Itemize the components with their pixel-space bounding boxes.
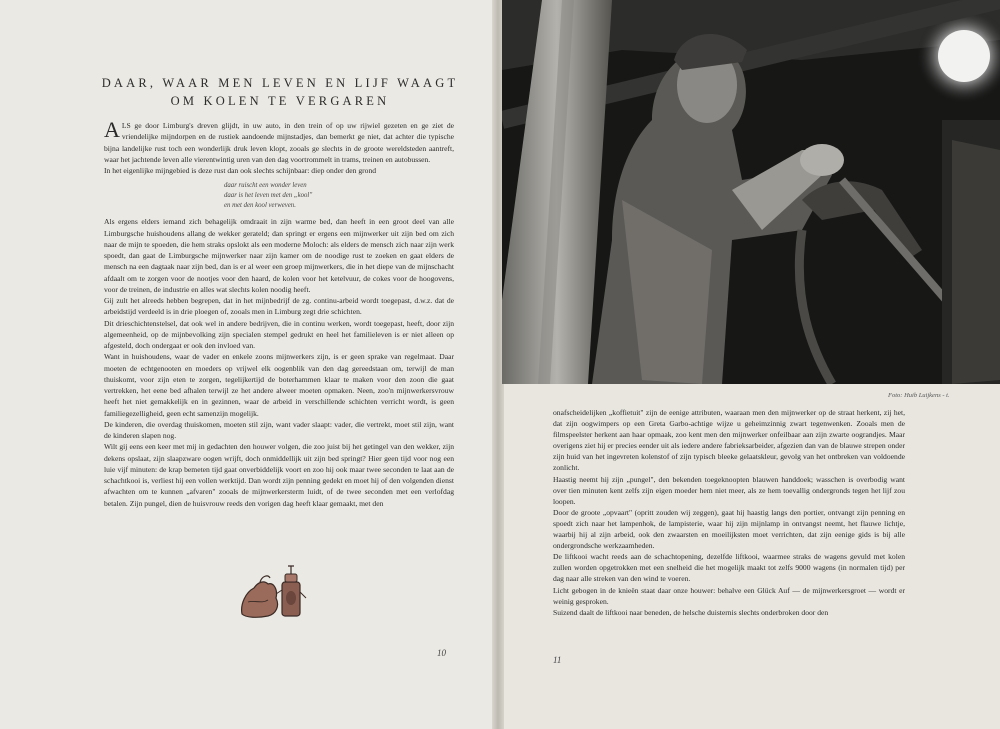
poem-line: en met den kool verweven. bbox=[224, 202, 296, 210]
poem-line: daar ruischt een wonder leven bbox=[224, 182, 307, 190]
drop-cap: A bbox=[104, 117, 120, 142]
paragraph-2: In het eigenlijke mijngebied is deze rust dan ook slechts schijnbaar: diep onder den grond bbox=[104, 166, 377, 175]
paragraph-3: Als ergens elders iemand zich behagelijk omdraait in zijn warme bed, dan heeft in een groot deel van alle Limburgsche huishoudens allang de wekker gerateld; dan springt er ergens een mijnwerker uit zijn bed om zich naar de mijn te spoeden, die hem straks opslokt als een moderne Moloch: als elders de mensch zich naar zijn werk spoedt, dan gaat de Limburgsche mijnwerker naar zijn kamer om de noodige rust te zoeken en gaat elders de mensch na een dagtaak naar zijn bed, dan is er al weer een groep mijnwerkers, die in het diepe van de mijnschacht afdaalt om te zorgen voor de nootjes voor den haard, de kolen voor het ketelvuur, de cokes voor de hoogovens, voor de treinen, de industrie en alles wat slechts kolen noodig heeft. bbox=[104, 217, 454, 294]
paragraph-1: onafscheidelijken „koffietuit" zijn de eenige attributen, waaraan men den mijnwerker op de straat herkent, zij het, dat zijn oogwimpers op een Greta Garbo-achtige wijze u geheimzinnig zwart tegenwenken. Zooals men de filmspeelster herkent aan haar opmaak, zoo kent men den mijnwerker onfeilbaar aan zijn zwarte oograndjes. Maar overigens ziet hij er precies eender uit als iedere andere fabrieksarbeider, afgezien dan van de blauwe strepen onder zijn huid van het ingevreten kolenstof of zijn typisch bleeke gelaatskleur, gevolg van het ontbreken van voldoende zonlicht. bbox=[553, 408, 905, 473]
title-line-1: DAAR, WAAR MEN LEVEN EN LIJF WAAGT bbox=[101, 76, 459, 90]
title-line-2: OM KOLEN TE VERGAREN bbox=[170, 94, 390, 108]
page-number-left: 10 bbox=[437, 648, 446, 658]
page-number-right: 11 bbox=[553, 655, 562, 665]
right-body-text bbox=[553, 407, 905, 618]
paragraph-4: De liftkooi wacht reeds aan de schachtopening, dezelfde liftkooi, waarmee straks de wagens gevuld met kolen zullen worden opgetrokken met een snelheid die het mogelijk maakt tot zelfs 9000 wagens (in normalen tijd) per dag naar alle streken van den wind te voeren. bbox=[553, 552, 905, 584]
sack-and-lamp-illustration bbox=[238, 562, 310, 620]
paragraph-7: De kinderen, die overdag thuiskomen, moeten stil zijn, want vader slaapt: vader, die vertrekt, moet stil zijn, want de kinderen slapen nog. bbox=[104, 419, 454, 440]
paragraph-1: ALS ge door Limburg's dreven glijdt, in uw auto, in den trein of op uw rijwiel gezeten en ge ziet de vriendelijke mijndorpen en de rustiek aandoende mijnstadjes, dan bemerkt ge niet, dat achter die typische bijna landelijke rust toch een wonderlijk druk leven klopt, zooals ge slechts in de groote wereldsteden aantreft, waar het jachtende leven alle vierentwintig uren van den dag voortrommelt in trams, treinen en autobussen. bbox=[104, 117, 454, 164]
left-body-text bbox=[104, 117, 454, 509]
paragraph-5: Licht gebogen in de knieën staat daar onze houwer: behalve een Glück Auf — de mijnwerkersgroet — wordt er weinig gesproken. bbox=[553, 585, 905, 606]
paragraph-5: Dit drieschichtenstelsel, dat ook wel in andere bedrijven, die in continu werken, wordt toegepast, heeft, door zijn algemeenheid, op de mijnbevolking zijn specialen stempel gedrukt en heel het familieleven is er niet alleen op afgesteld, doch ondergaat er ook den invloed van. bbox=[104, 318, 454, 350]
poem-line: daar is het leven met den „kool" bbox=[224, 192, 313, 200]
article-title bbox=[80, 74, 480, 110]
paragraph-2: Haastig neemt hij zijn „pungel", den bekenden toegeknoopten blauwen handdoek; wasschen is overbodig want over tien minuten kent zelfs zijn eigen moeder hem niet meer, als ze hem toevallig ondergronds tegen het lijf zou loopen. bbox=[553, 474, 905, 506]
paragraph-3: Door de groote „opvaart" (opritt zouden wij zeggen), gaat hij haastig langs den portier, ontvangt zijn penning en spoedt zich naar het lampenhok, de lampisterie, waar hij zijn mijnlamp in ontvangst neemt, het flauwe lichtje, waarbij hij al zijn arbeid, ook den zwaarsten en moeilijksten moet verrichten, dat zijn eenige gids is bij alle ondergrondsche werkzaamheden. bbox=[553, 507, 905, 551]
paragraph-6: Suizend daalt de liftkooi naar beneden, de helsche duisternis slechts onderbroken door den bbox=[553, 607, 829, 617]
paragraph-8: Wilt gij eens een keer met mij in gedachten den houwer volgen, die zoo juist bij het getingel van den wekker, zijn dekens opslaat, zijn slaapzware oogen wrijft, doch onmiddellijk uit zijn bed springt? Hier geen tijd voor nog een luie vijf minuten: de krap bemeten tijd gaat onverbiddelijk voort en zoo hij ook maar twee seconden te laat aan de schachtkooi is, verliest hij een vollen werktijd. Dan wordt zijn penning gedekt en moet hij of den volgenden dienst afwachten om te kunnen „afvaren" zooals de mijnwerkersterm luidt, of de twee seconden met een verlofdag betalen. Zijn pungel, dien de huisvrouw reeds den vorigen dag heeft klaar gemaakt, met den bbox=[104, 442, 454, 508]
photo-credit: Foto: Huib Luijkens - t. bbox=[888, 392, 950, 399]
poem-quote bbox=[104, 181, 454, 211]
paragraph-6: Want in huishoudens, waar de vader en enkele zoons mijnwerkers zijn, is er geen sprake van regelmaat. Daar moeten de echtgenooten en moeders op vrijwel elk oogenblik van den dag gereedstaan om, terwijl de man thuiskomt, voor zijn eten te zorgen, tegelijkertijd de boterhammen klaar te maken voor den zoon die gaat vertrekken, het eene bed afhalen terwijl ze het andere alweer moeten opmaken. Neen, zoo'n mijnwerkersvrouw heeft het niet gemakkelijk en in gezinnen, waar de arbeid in verschillende schichten verricht wordt, is geen familiegezelligheid, geen echt samenzijn mogelijk. bbox=[104, 352, 454, 418]
paragraph-4: Gij zult het alreeds hebben begrepen, dat in het mijnbedrijf de zg. continu-arbeid wordt toegepast, d.w.z. dat de arbeidstijd verdeeld is in drie ploegen of, zooals men in Limburg zegt drie schichten. bbox=[104, 296, 454, 317]
miner-photograph bbox=[502, 0, 1000, 384]
